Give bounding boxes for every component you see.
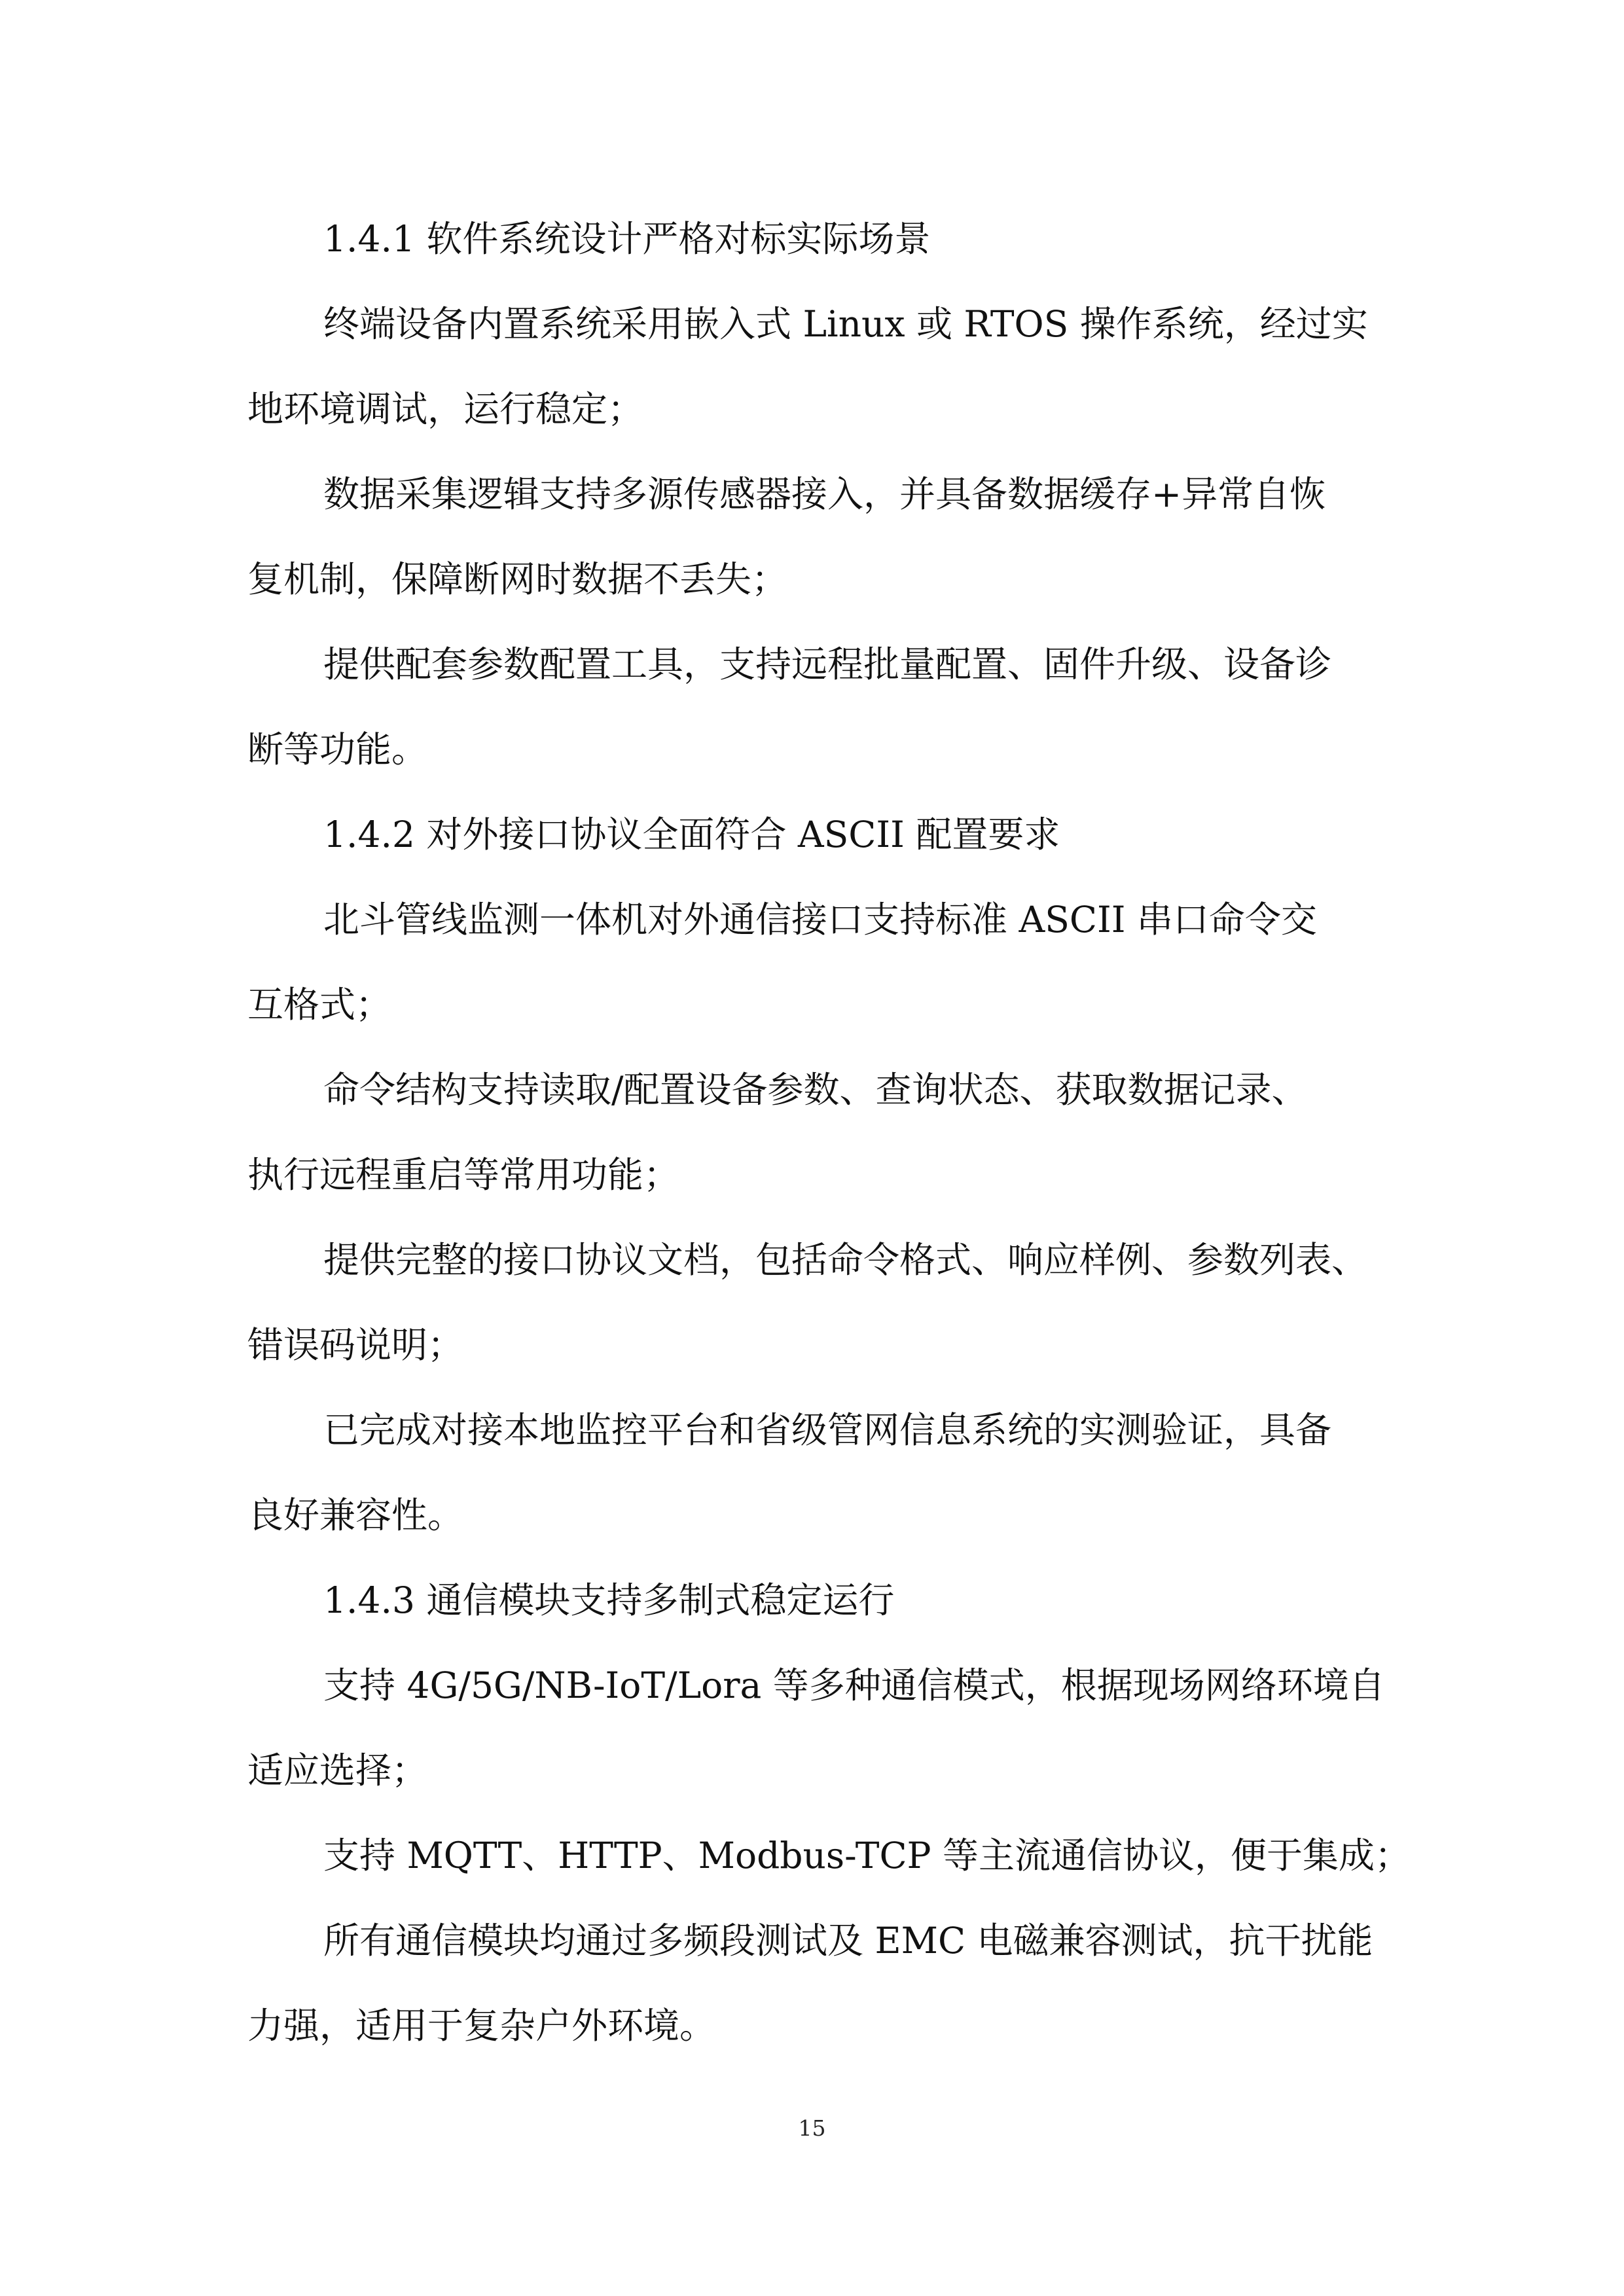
paragraph-line: 地环境调试，运行稳定； [247,388,644,430]
document-page [247,196,1411,2068]
section-heading-1-4-1: 1.4.1 软件系统设计严格对标实际场景 [323,218,931,260]
paragraph-line: 良好兼容性。 [247,1494,464,1536]
section-heading-1-4-2: 1.4.2 对外接口协议全面符合 ASCII 配置要求 [323,814,1060,855]
paragraph-line: 互格式； [247,984,392,1026]
paragraph-line: 提供完整的接口协议文档，包括命令格式、响应样例、参数列表、 [323,1239,1368,1281]
paragraph-line: 数据采集逻辑支持多源传感器接入，并具备数据缓存+异常自恢 [323,473,1326,515]
paragraph-line: 执行远程重启等常用功能； [247,1154,680,1196]
paragraph-line: 力强，适用于复杂户外环境。 [247,2005,716,2047]
paragraph-line: 已完成对接本地监控平台和省级管网信息系统的实测验证，具备 [323,1409,1332,1451]
paragraph-line: 支持 4G/5G/NB-IoT/Lora 等多种通信模式，根据现场网络环境自 [323,1664,1385,1706]
page-number: 15 [798,2115,826,2141]
paragraph-line: 提供配套参数配置工具，支持远程批量配置、固件升级、设备诊 [323,643,1332,685]
paragraph-line: 终端设备内置系统采用嵌入式 Linux 或 RTOS 操作系统，经过实 [323,303,1368,345]
section-heading-1-4-3: 1.4.3 通信模块支持多制式稳定运行 [323,1579,895,1621]
paragraph-line: 适应选择； [247,1749,428,1791]
paragraph-line: 错误码说明； [247,1324,464,1366]
paragraph-line: 所有通信模块均通过多频段测试及 EMC 电磁兼容测试，抗干扰能 [323,1920,1373,1962]
paragraph-line: 断等功能。 [247,728,428,770]
paragraph-line: 命令结构支持读取/配置设备参数、查询状态、获取数据记录、 [323,1069,1308,1111]
paragraph-line: 支持 MQTT、HTTP、Modbus-TCP 等主流通信协议，便于集成； [323,1835,1411,1876]
paragraph-line: 北斗管线监测一体机对外通信接口支持标准 ASCII 串口命令交 [323,899,1317,941]
paragraph-line: 复机制，保障断网时数据不丢失； [247,558,788,600]
